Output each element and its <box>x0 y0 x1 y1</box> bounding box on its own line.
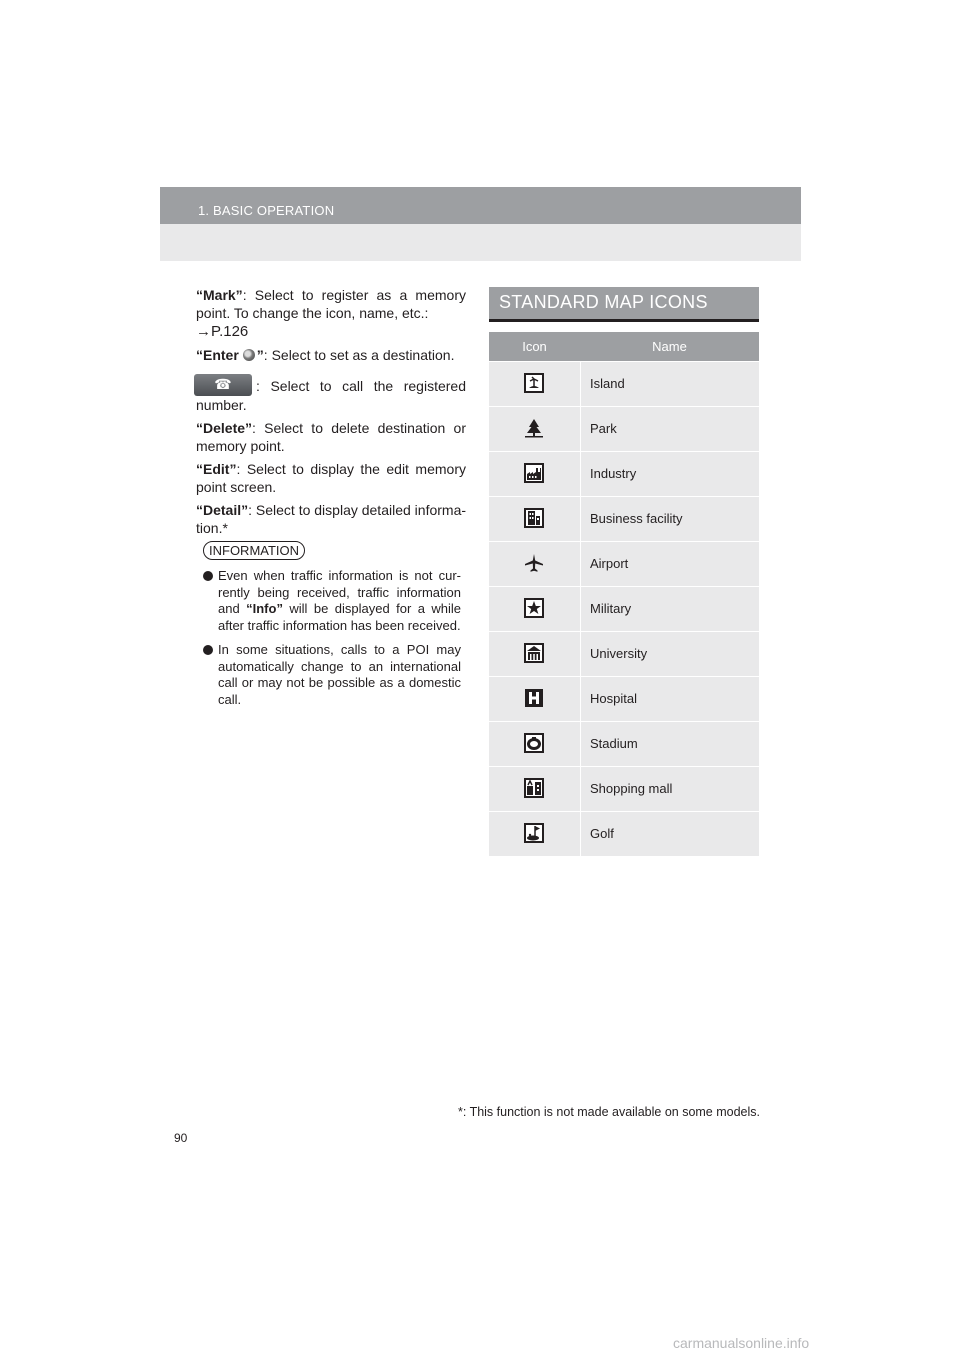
button-descriptions <box>196 286 466 542</box>
enter-term-end: ” <box>256 347 264 363</box>
info-item1-text-c: will be displayed for a while after traffic information has been received. <box>218 601 461 633</box>
table-header <box>489 332 759 361</box>
row-name: University <box>590 646 648 661</box>
information-item <box>203 642 461 708</box>
row-name: Golf <box>590 826 614 841</box>
military-icon <box>524 598 544 618</box>
mark-term: “Mark” <box>196 287 243 303</box>
info-item1-text-a: Even when traffic information is not cur-rently being received, traffic information and <box>218 568 461 616</box>
row-name: Stadium <box>590 736 638 751</box>
bullet-icon <box>203 645 213 655</box>
section-title: 1. BASIC OPERATION <box>198 203 335 218</box>
enter-term: “Enter <box>196 347 239 363</box>
edit-text: : Select to display the edit memory point screen. <box>196 461 466 495</box>
row-name: Military <box>590 601 632 616</box>
detail-term: “Detail” <box>196 502 249 518</box>
edit-term: “Edit” <box>196 461 237 477</box>
page-number: 90 <box>174 1131 188 1145</box>
map-icons-table <box>489 332 759 856</box>
mark-page-ref[interactable]: →P.126 <box>196 323 249 340</box>
delete-description <box>196 419 466 455</box>
destination-disc-icon <box>243 349 255 361</box>
watermark: carmanualsonline.info <box>673 1335 810 1351</box>
delete-text: : Select to delete destination or memory point. <box>196 420 466 454</box>
mark-text: : Select to register as a memory point. To change the icon, name, etc.: <box>196 287 466 321</box>
edit-description <box>196 460 466 496</box>
table-row <box>489 496 759 541</box>
table-row <box>489 631 759 676</box>
information-box <box>203 541 461 708</box>
info-term: “Info” <box>246 601 283 616</box>
table-row <box>489 766 759 811</box>
information-label: INFORMATION <box>203 541 305 560</box>
enter-text: : Select to set as a destination. <box>263 347 455 363</box>
row-name: Hospital <box>590 691 637 706</box>
row-name: Business facility <box>590 511 683 526</box>
row-name: Industry <box>590 466 637 481</box>
row-name: Island <box>590 376 625 391</box>
table-row <box>489 541 759 586</box>
table-row <box>489 361 759 406</box>
hospital-icon <box>524 688 544 708</box>
delete-term: “Delete” <box>196 420 253 436</box>
table-row <box>489 586 759 631</box>
detail-description <box>196 501 466 537</box>
park-icon <box>524 418 544 438</box>
table-row <box>489 676 759 721</box>
mark-description <box>196 286 466 341</box>
icon-column-header: Icon <box>522 339 547 354</box>
phone-icon: ☎ <box>214 376 232 392</box>
header-subband <box>160 224 801 261</box>
stadium-icon <box>524 733 544 753</box>
airport-icon <box>524 553 544 573</box>
table-row <box>489 811 759 856</box>
bullet-icon <box>203 571 213 581</box>
row-name: Airport <box>590 556 629 571</box>
shopping-mall-icon <box>524 778 544 798</box>
university-icon <box>524 643 544 663</box>
footnote: *: This function is not made available on some models. <box>457 1105 760 1119</box>
enter-description <box>196 346 466 364</box>
island-icon <box>524 373 544 393</box>
call-text: : Select to call the registered number. <box>196 378 466 413</box>
call-description <box>196 374 466 414</box>
map-icons-heading <box>489 287 759 322</box>
table-row <box>489 721 759 766</box>
info-item2-text: In some situations, calls to a POI may automatically change to an international call or may not be possible as a domestic call. <box>218 642 461 707</box>
detail-text: : Select to display detailed informa-tion.* <box>196 502 467 536</box>
golf-icon <box>524 823 544 843</box>
map-icons-title: STANDARD MAP ICONS <box>499 292 708 312</box>
name-column-header: Name <box>652 339 687 354</box>
row-name: Shopping mall <box>590 781 673 796</box>
call-button-icon <box>194 374 252 396</box>
business-facility-icon <box>524 508 544 528</box>
information-item <box>203 568 461 634</box>
table-row <box>489 406 759 451</box>
row-name: Park <box>590 421 617 436</box>
table-row <box>489 451 759 496</box>
industry-icon <box>524 463 544 483</box>
